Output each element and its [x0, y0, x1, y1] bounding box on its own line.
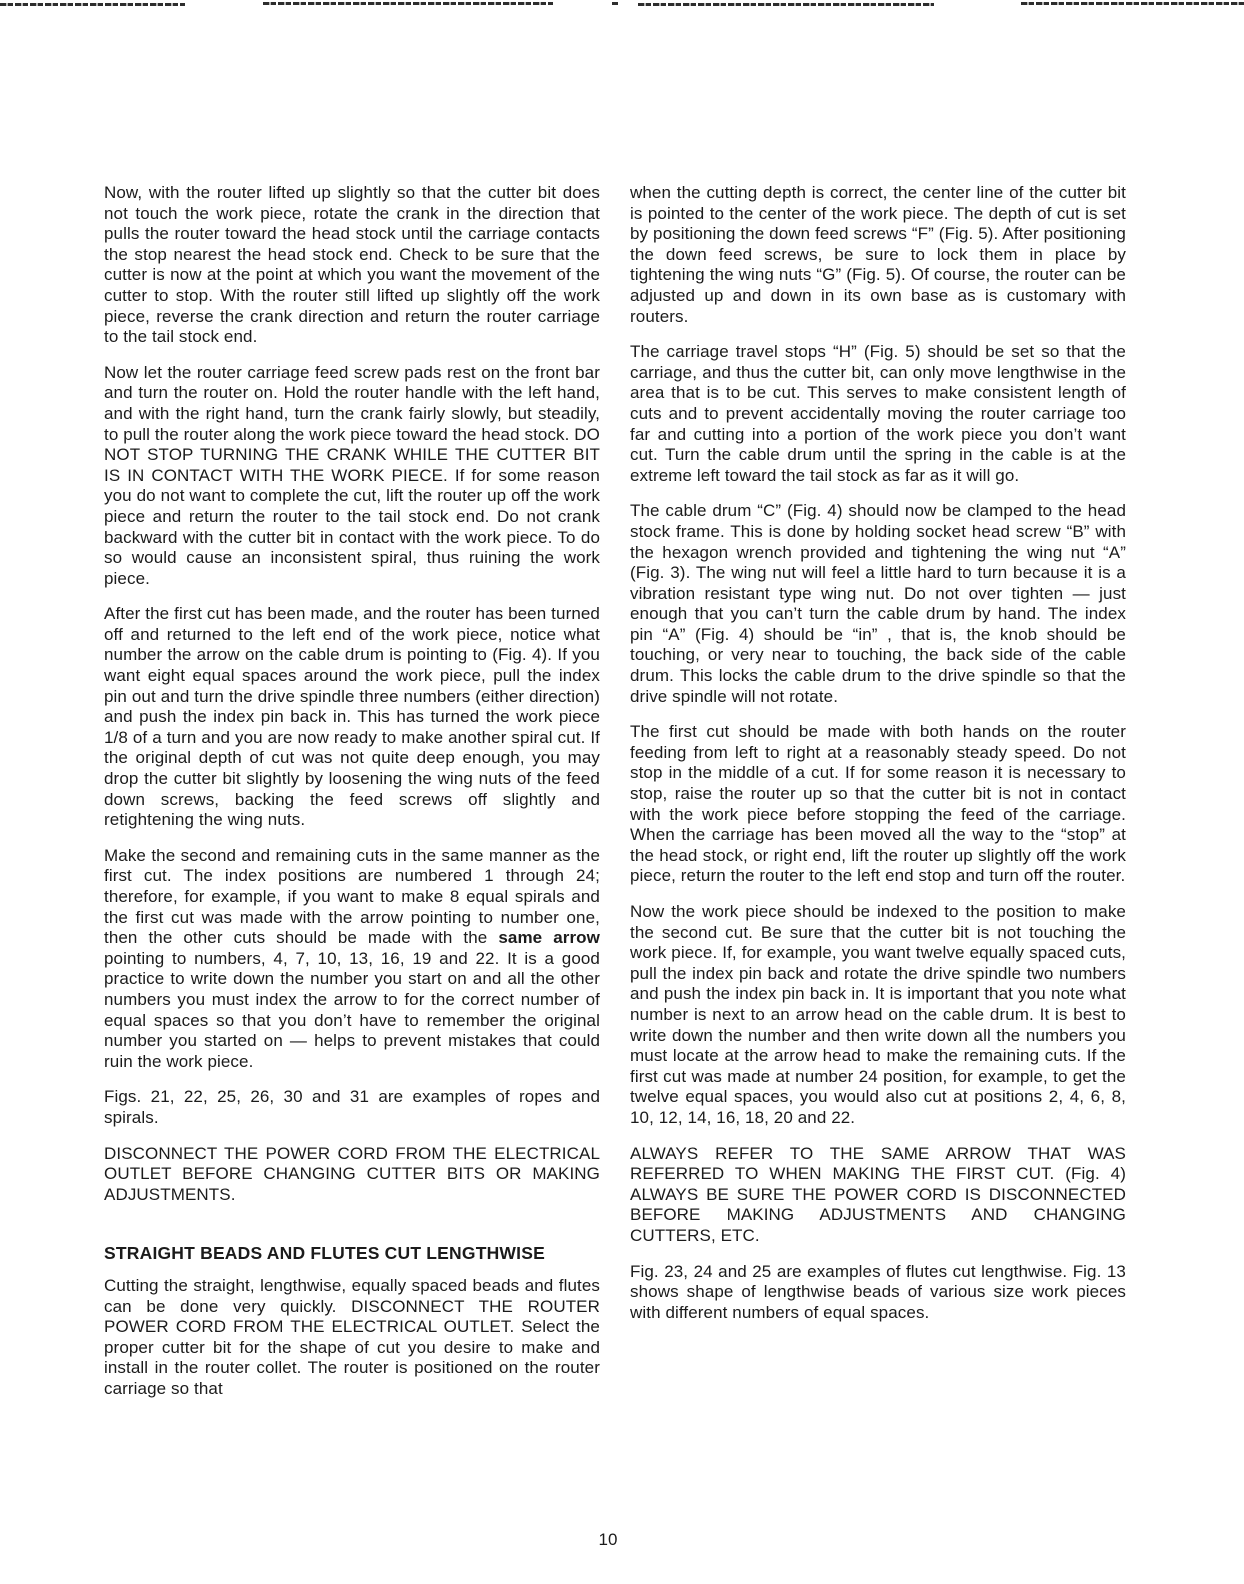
scan-artifact-line — [638, 3, 934, 6]
paragraph-same-arrow-warning: ALWAYS REFER TO THE SAME ARROW THAT WAS REFERRED TO WHEN MAKING THE FIRST CUT. (Fig. 4) ALWAYS BE SURE THE POWER CORD IS DISCONNECTED BEFORE MAKING ADJUSTMENTS AND CHANGING CUTTERS, ETC. — [630, 1143, 1126, 1245]
paragraph-cutting-depth: when the cutting depth is correct, the center line of the cutter bit is pointed to the center of the work piece. The depth of cut is set by positioning the down feed screws “F” (Fig. 5). After positioning the down feed screws, be sure to lock them in place by tightening the wing nuts “G” (Fig. 5). Of course, the router can be adjusted up and down in its own base as is customary with routers. — [630, 183, 1126, 326]
paragraph-crank-direction: Now, with the router lifted up slightly so that the cutter bit does not touch the work piece, rotate the crank in the direction that pulls the router toward the head stock until the carriage contacts the stop nearest the head stock end. Check to be sure that the cutter is now at the point at which you want the movement of the cutter to stop. With the router still lifted up slightly off the work piece, reverse the crank direction and return the router carriage to the tail stock end. — [104, 183, 600, 347]
paragraph-disconnect-warning: DISCONNECT THE POWER CORD FROM THE ELECTRICAL OUTLET BEFORE CHANGING CUTTER BITS OR MAKING ADJUSTMENTS. — [104, 1143, 600, 1204]
paragraph-figs-ropes-spirals: Figs. 21, 22, 25, 26, 30 and 31 are examples of ropes and spirals. — [104, 1087, 600, 1127]
left-column — [104, 183, 600, 1414]
section-heading-straight-beads: STRAIGHT BEADS AND FLUTES CUT LENGTHWISE — [104, 1243, 545, 1264]
paragraph-feed-screw-pads: Now let the router carriage feed screw pads rest on the front bar and turn the router on. Hold the router handle with the left hand, and with the right hand, turn the crank fairly slowly, but steadily, to pull the router along the work piece toward the head stock. DO NOT STOP TURNING THE CRANK WHILE THE CUTTER BIT IS IN CONTACT WITH THE WORK PIECE. If for some reason you do not want to complete the cut, lift the router up off the work piece and return the router to the tail stock end. Do not crank backward with the cutter bit in contact with the work piece. To do so would cause an inconsistent spiral, thus ruining the work piece. — [104, 362, 600, 588]
right-column — [630, 183, 1126, 1414]
paragraph-after-first-cut: After the first cut has been made, and the router has been turned off and returned to the left end of the work piece, notice what number the arrow on the cable drum is pointing to (Fig. 4). If you want eight equal spaces around the work piece, pull the index pin out and turn the drive spindle three numbers (either direction) and push the index pin back in. This has turned the work piece 1/8 of a turn and you are now ready to make another spiral cut. If the original depth of cut was not quite deep enough, you may drop the cutter bit slightly by loosening the wing nuts of the feed down screws, backing the feed screws off slightly and retightening the wing nuts. — [104, 604, 600, 830]
paragraph-first-cut-both-hands: The first cut should be made with both hands on the router feeding from left to right at a reasonably steady speed. Do not stop in the middle of a cut. If for some reason it is necessary to stop, raise the router up so that the cutter bit is not in contact with the work piece before stopping the feed of the carriage. When the carriage has been moved all the way to the “stop” at the head stock, or right end, lift the router up slightly off the work piece, return the router to the left end stop and turn off the router. — [630, 722, 1126, 886]
paragraph-fig-examples: Fig. 23, 24 and 25 are examples of flutes cut lengthwise. Fig. 13 shows shape of lengthwise beads of various size work pieces with different numbers of equal spaces. — [630, 1261, 1126, 1322]
scan-artifact-line — [263, 2, 553, 5]
paragraph-cable-drum-clamp: The cable drum “C” (Fig. 4) should now be clamped to the head stock frame. This is done by holding socket head screw “B” with the hexagon wrench provided and tightening the wing nut “A” (Fig. 3). The wing nut will feel a little hard to turn because it is a vibration resistant type wing nut. Do not over tighten — just enough that you can’t turn the cable drum by hand. The index pin “A” (Fig. 4) should be “in” , that is, the knob should be touching, or very near to touching, the back side of the cable drum. This locks the cable drum to the drive spindle so that the drive spindle will not rotate. — [630, 501, 1126, 706]
scan-artifact-line — [1021, 2, 1244, 5]
scan-artifact-line — [612, 2, 618, 5]
paragraph-carriage-travel-stops: The carriage travel stops “H” (Fig. 5) should be set so that the carriage, and thus the cutter bit, can only move lengthwise in the area that is to be cut. This serves to make consistent length of cuts and to prevent accidentally moving the router carriage too far and cutting into a portion of the work piece you don’t want cut. Turn the cable drum until the spring in the cable is at the extreme left toward the tail stock as far as it will go. — [630, 342, 1126, 485]
paragraph-index-positions — [104, 846, 600, 1073]
scan-artifact-line — [0, 3, 185, 6]
paragraph-text: Make the second and remaining cuts in the same manner as the first cut. The index positions are numbered 1 through 24; therefore, for example, if you want to make 8 equal spirals and the first cut was made with the arrow pointing to number one, then the other cuts should be made with the — [104, 845, 600, 948]
paragraph-cutting-straight: Cutting the straight, lengthwise, equally spaced beads and flutes can be done very quickly. DISCONNECT THE ROUTER POWER CORD FROM THE ELECTRICAL OUTLET. Select the proper cutter bit for the shape of cut you desire to make and install in the router collet. The router is positioned on the router carriage so that — [104, 1275, 600, 1398]
paragraph-index-second-cut: Now the work piece should be indexed to the position to make the second cut. Be sure that the cutter bit is not touching the work piece. If, for example, you want twelve equally spaced cuts, pull the index pin back and rotate the drive spindle two numbers and push the index pin back in. It is important that you note what number is next to an arrow head on the cable drum. It is best to write down the number and then write down all the numbers you must locate at the arrow head to make the remaining cuts. If the first cut was made at number 24 position, for example, to get the twelve equal spaces, you would also cut at positions 2, 4, 6, 8, 10, 12, 14, 16, 18, 20 and 22. — [630, 902, 1126, 1127]
bold-same-arrow: same arrow — [498, 928, 600, 948]
paragraph-text: pointing to numbers, 4, 7, 10, 13, 16, 19 and 22. It is a good practice to write down the number you start on and all the other numbers you must index the arrow to for the correct number of equal spaces so that you don’t have to remember the original number you started on — helps to prevent mistakes that could ruin the work piece. — [104, 948, 600, 1071]
two-column-text — [104, 183, 1126, 1414]
page-number: 10 — [598, 1530, 618, 1549]
